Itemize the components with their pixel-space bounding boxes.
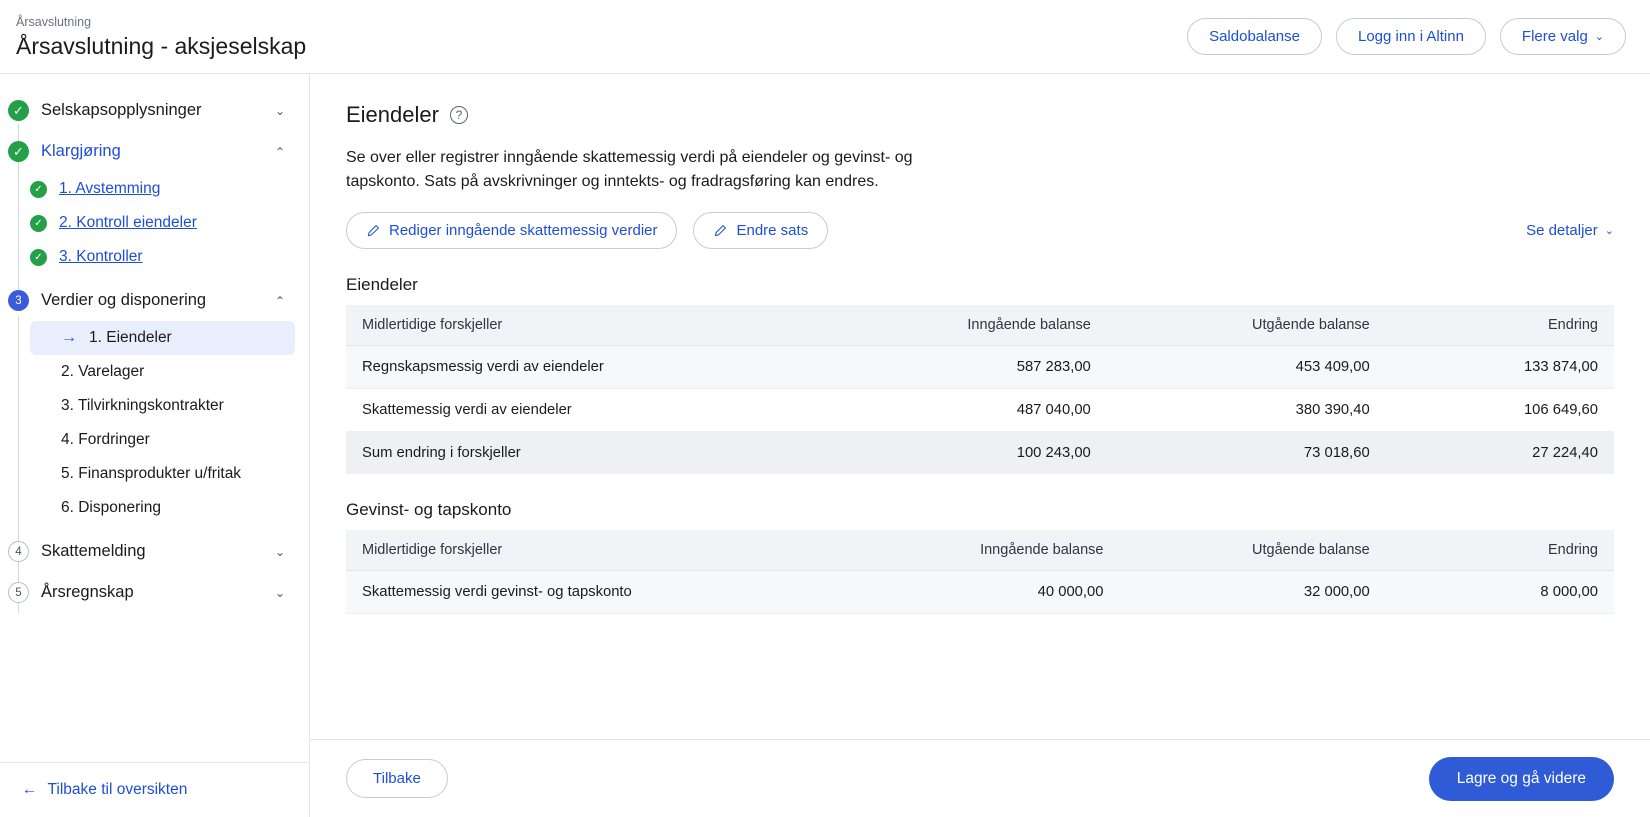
sidebar-item-finansprodukter[interactable] (0, 457, 309, 491)
sidebar-item-skattemelding[interactable] (0, 531, 309, 572)
sidebar-group-selskapsopplysninger (0, 90, 309, 131)
edit-incoming-tax-values-button[interactable] (346, 212, 677, 249)
status-number-badge: 5 (8, 582, 29, 603)
sidebar-item-varelager[interactable] (0, 355, 309, 389)
back-to-overview-label: Tilbake til oversikten (47, 781, 188, 798)
status-done-icon (30, 215, 47, 232)
back-button[interactable]: Tilbake (346, 759, 448, 798)
column-header: Midlertidige forskjeller (346, 305, 828, 346)
status-done-icon (8, 141, 29, 162)
save-and-continue-button[interactable]: Lagre og gå videre (1429, 757, 1614, 801)
chevron-down-icon: ⌄ (274, 103, 286, 118)
status-number-badge: 3 (8, 290, 29, 311)
chevron-down-icon: ⌄ (274, 585, 286, 600)
chevron-down-icon: ⌄ (1594, 31, 1604, 43)
column-header: Endring (1386, 530, 1614, 571)
sidebar-sublist-klargjoring (0, 172, 309, 280)
column-header: Endring (1386, 305, 1614, 346)
sidebar-item-label: Verdier og disponering (41, 291, 207, 309)
table-caption-gevinst-tapskonto: Gevinst- og tapskonto (346, 500, 512, 519)
sidebar-sub-label: 4. Fordringer (61, 431, 150, 448)
table-caption-eiendeler: Eiendeler (346, 275, 418, 294)
chevron-down-icon: ⌄ (274, 544, 286, 559)
cell-value: 380 390,40 (1107, 389, 1386, 432)
edit-incoming-tax-values-label: Rediger inngående skattemessig verdier (389, 222, 658, 239)
sidebar-sub-label: 6. Disponering (61, 499, 161, 516)
section-title-row (346, 102, 1614, 128)
status-done-icon (30, 181, 47, 198)
cell-value: 106 649,60 (1386, 389, 1614, 432)
sidebar-item-label: Årsregnskap (41, 583, 134, 601)
table-gevinst-tapskonto (346, 530, 1614, 614)
sidebar-item-label: Selskapsopplysninger (41, 101, 202, 119)
app-header (0, 0, 1650, 74)
sidebar-item-selskapsopplysninger[interactable] (0, 90, 309, 131)
sidebar-footer (0, 762, 309, 817)
sidebar-item-kontroll-eiendeler[interactable] (0, 206, 309, 240)
edit-rate-button[interactable] (693, 212, 828, 249)
cell-value: 453 409,00 (1107, 346, 1386, 389)
sidebar-item-verdier-og-disponering[interactable] (0, 280, 309, 321)
more-options-label: Flere valg (1521, 28, 1588, 45)
cell-label: Skattemessig verdi gevinst- og tapskonto (346, 571, 853, 614)
column-header: Inngående balanse (853, 530, 1119, 571)
main-footer-bar (310, 739, 1650, 817)
arrow-left-icon: ← (22, 781, 38, 798)
sidebar-sub-label: 5. Finansprodukter u/fritak (61, 465, 242, 482)
cell-value: 40 000,00 (853, 571, 1119, 614)
saldobalanse-button[interactable]: Saldobalanse (1187, 18, 1322, 55)
sidebar-item-fordringer[interactable] (0, 423, 309, 457)
chevron-up-icon: ⌃ (274, 293, 286, 308)
sidebar-item-arsregnskap[interactable] (0, 572, 309, 613)
section-description: Se over eller registrer inngående skattemessig verdi på eiendeler og gevinst- og tapskonto. Sats på avskrivninger og inntekts- og fradragsføring kan endres. (346, 149, 913, 190)
table-row (346, 346, 1614, 389)
main-content (310, 74, 1650, 817)
sidebar-sub-label[interactable]: 2. Kontroll eiendeler (59, 214, 197, 231)
cell-value: 487 040,00 (828, 389, 1107, 432)
cell-label: Skattemessig verdi av eiendeler (346, 389, 828, 432)
status-number-badge: 4 (8, 541, 29, 562)
cell-value: 100 243,00 (828, 432, 1107, 475)
cell-label: Sum endring i forskjeller (346, 432, 828, 475)
sidebar-sub-label[interactable]: 3. Kontroller (59, 248, 143, 265)
app-body (0, 74, 1650, 817)
pencil-icon (713, 224, 727, 238)
sidebar-group-verdier-og-disponering (0, 280, 309, 531)
column-header: Inngående balanse (828, 305, 1107, 346)
sidebar-nav (0, 90, 309, 762)
main-scroll-area (310, 74, 1650, 739)
arrow-right-icon: → (61, 329, 77, 346)
column-header: Utgående balanse (1107, 305, 1386, 346)
page-title: Årsavslutning - aksjeselskap (16, 32, 307, 59)
cell-value: 73 018,60 (1107, 432, 1386, 475)
status-done-icon (30, 249, 47, 266)
cell-value: 587 283,00 (828, 346, 1107, 389)
altinn-login-button[interactable]: Logg inn i Altinn (1336, 18, 1486, 55)
chevron-up-icon: ⌃ (274, 144, 286, 159)
action-row (346, 212, 1614, 249)
sidebar-item-klargjoring[interactable] (0, 131, 309, 172)
table-header-row (346, 530, 1614, 571)
edit-rate-label: Endre sats (736, 222, 809, 239)
sidebar-sub-label: 2. Varelager (61, 363, 145, 380)
sidebar-sub-label[interactable]: 1. Avstemming (59, 180, 161, 197)
see-details-toggle[interactable] (1526, 222, 1614, 239)
table-row (346, 571, 1614, 614)
help-icon[interactable]: ? (450, 106, 468, 124)
status-done-icon (8, 100, 29, 121)
column-header: Midlertidige forskjeller (346, 530, 853, 571)
sidebar-group-skattemelding (0, 531, 309, 572)
sidebar-sublist-verdier (0, 321, 309, 531)
sidebar-item-disponering[interactable] (0, 491, 309, 525)
cell-value: 27 224,40 (1386, 432, 1614, 475)
table-eiendeler (346, 305, 1614, 474)
header-left (16, 14, 306, 60)
cell-value: 133 874,00 (1386, 346, 1614, 389)
cell-value: 8 000,00 (1386, 571, 1614, 614)
sidebar-item-label: Skattemelding (41, 542, 146, 560)
table-row-total (346, 432, 1614, 475)
see-details-label: Se detaljer (1526, 222, 1598, 239)
sidebar-item-label: Klargjøring (41, 142, 121, 160)
header-actions (1187, 18, 1626, 55)
sidebar-item-tilvirkningskontrakter[interactable] (0, 389, 309, 423)
sidebar-group-arsregnskap (0, 572, 309, 613)
table-row (346, 389, 1614, 432)
sidebar-item-avstemming[interactable] (0, 172, 309, 206)
pencil-icon (366, 224, 380, 238)
sidebar-item-kontroller[interactable] (0, 240, 309, 274)
sidebar-sub-label: 1. Eiendeler (89, 329, 172, 346)
sidebar (0, 74, 310, 817)
cell-value: 32 000,00 (1119, 571, 1385, 614)
sidebar-group-klargjoring (0, 131, 309, 280)
more-options-button[interactable] (1500, 18, 1626, 55)
sidebar-sub-label: 3. Tilvirkningskontrakter (61, 397, 224, 414)
table-header-row (346, 305, 1614, 346)
column-header: Utgående balanse (1119, 530, 1385, 571)
breadcrumb: Årsavslutning (16, 14, 92, 29)
section-title: Eiendeler (346, 102, 439, 127)
back-to-overview-link[interactable] (22, 781, 187, 799)
sidebar-item-eiendeler[interactable] (30, 321, 295, 355)
chevron-down-icon: ⌄ (1604, 225, 1614, 237)
cell-label: Regnskapsmessig verdi av eiendeler (346, 346, 828, 389)
